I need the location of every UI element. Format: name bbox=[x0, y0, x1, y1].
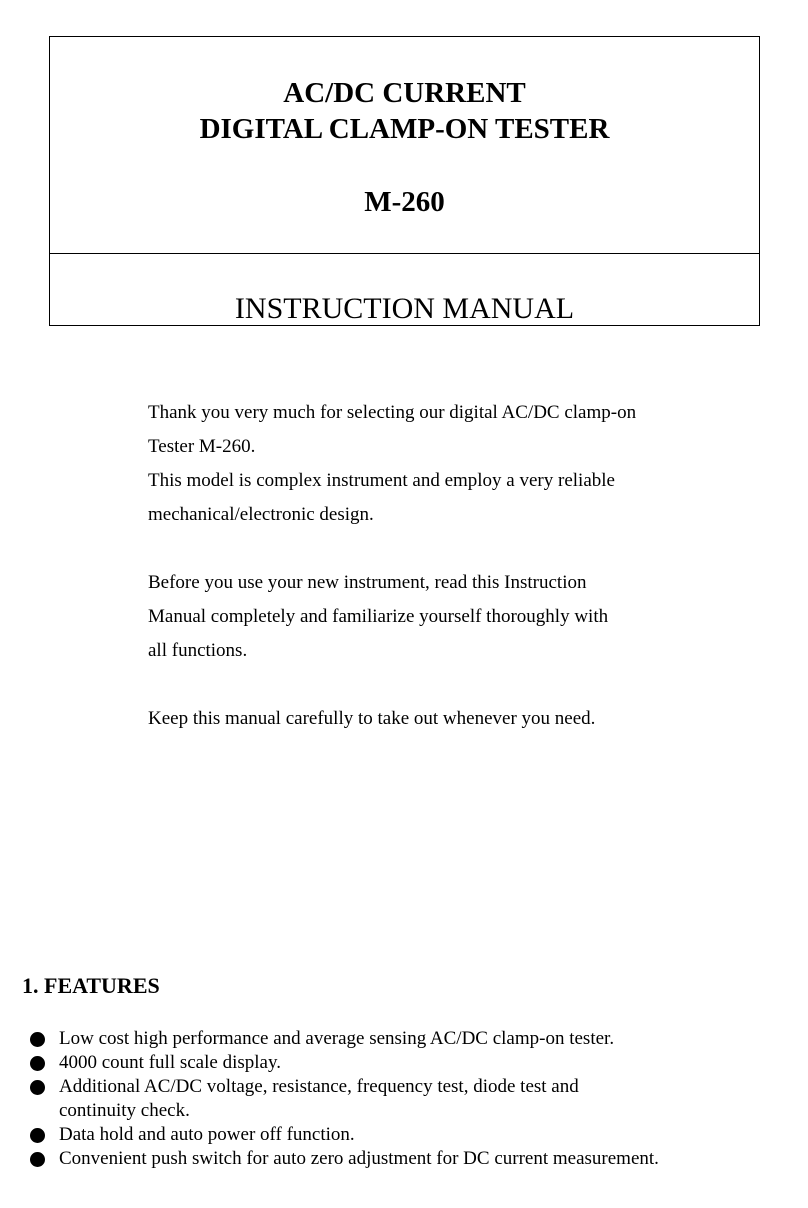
paragraph-gap bbox=[148, 668, 748, 702]
feature-item bbox=[30, 1051, 800, 1075]
feature-item bbox=[30, 1075, 800, 1099]
feature-text: Low cost high performance and average sensing AC/DC clamp-on tester. bbox=[59, 1028, 615, 1049]
title-box bbox=[49, 36, 760, 326]
feature-item bbox=[30, 1147, 800, 1171]
bullet-icon bbox=[30, 1080, 45, 1095]
intro-line: Manual completely and familiarize yourself thoroughly with bbox=[148, 606, 609, 627]
feature-item bbox=[30, 1027, 800, 1051]
feature-text: continuity check. bbox=[59, 1100, 190, 1121]
bullet-icon bbox=[30, 1056, 45, 1071]
intro-line: This model is complex instrument and employ a very reliable bbox=[148, 470, 615, 491]
title-header-panel bbox=[50, 37, 759, 254]
intro-line: Thank you very much for selecting our digital AC/DC clamp-on bbox=[148, 402, 637, 423]
product-name-title: DIGITAL CLAMP-ON TESTER bbox=[199, 113, 610, 145]
features-list bbox=[30, 1027, 800, 1171]
bullet-icon bbox=[30, 1128, 45, 1143]
intro-line: Tester M-260. bbox=[148, 436, 256, 457]
features-heading: 1. FEATURES bbox=[22, 973, 160, 998]
feature-text: Data hold and auto power off function. bbox=[59, 1124, 355, 1145]
intro-line: Before you use your new instrument, read this Instruction bbox=[148, 572, 587, 593]
bullet-icon bbox=[30, 1152, 45, 1167]
feature-item bbox=[30, 1123, 800, 1147]
feature-item-continuation bbox=[30, 1099, 800, 1123]
feature-text: 4000 count full scale display. bbox=[59, 1052, 281, 1073]
product-type-title: AC/DC CURRENT bbox=[283, 77, 526, 109]
intro-line: Keep this manual carefully to take out whenever you need. bbox=[148, 708, 596, 729]
paragraph-gap bbox=[148, 532, 748, 566]
feature-text: Convenient push switch for auto zero adjustment for DC current measurement. bbox=[59, 1148, 659, 1169]
model-number: M-260 bbox=[364, 186, 445, 218]
feature-text: Additional AC/DC voltage, resistance, frequency test, diode test and bbox=[59, 1076, 579, 1097]
bullet-icon bbox=[30, 1032, 45, 1047]
intro-text bbox=[148, 396, 748, 736]
intro-line: all functions. bbox=[148, 640, 248, 661]
manual-title: INSTRUCTION MANUAL bbox=[234, 292, 575, 325]
intro-line: mechanical/electronic design. bbox=[148, 504, 374, 525]
